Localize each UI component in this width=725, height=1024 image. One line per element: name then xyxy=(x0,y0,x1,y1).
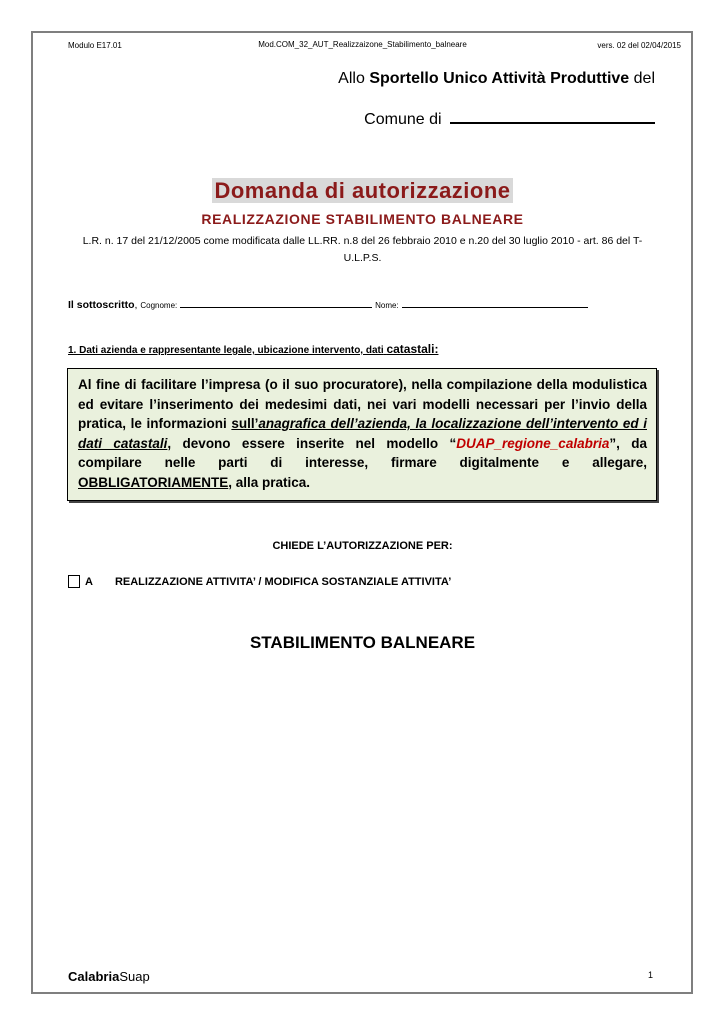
signer-label: Il sottoscritto xyxy=(68,299,135,311)
info-box: Al fine di facilitare l’impresa (o il suo procuratore), nella compilazione della modulistica ed evitare l’inserimento dei medesimi dati, nei vari modelli necessari per l’invio della pratica, le informazioni sull’anagrafica dell’azienda, la localizzazione dell’intervento ed i dati catastali, devono essere inserite nel modello “DUAP_regione_calabria”, da compilare nelle parti di interesse, firmare digitalmente e allegare, OBBLIGATORIAMENTE, alla pratica. xyxy=(67,368,657,501)
calabriasuap-logo: CalabriaSuap xyxy=(68,969,150,984)
surname-field[interactable] xyxy=(180,298,372,308)
document-title: Domanda di autorizzazione xyxy=(214,178,511,203)
main-heading: STABILIMENTO BALNEARE xyxy=(249,633,476,652)
document-subtitle: REALIZZAZIONE STABILIMENTO BALNEARE xyxy=(201,211,524,227)
option-a xyxy=(68,575,451,588)
request-heading: CHIEDE L’AUTORIZZAZIONE PER: xyxy=(272,540,453,552)
signer-line: Il sottoscritto, Cognome: Nome: xyxy=(68,298,588,311)
duap-model-name: DUAP_regione_calabria xyxy=(456,435,610,451)
section-heading: 1. Dati azienda e rappresentante legale, ubicazione intervento, dati catastali: xyxy=(68,342,439,356)
name-label: Nome: xyxy=(375,301,399,310)
option-a-checkbox[interactable] xyxy=(68,575,80,588)
form-code: Modulo E17.01 xyxy=(68,41,122,50)
version-date: vers. 02 del 02/04/2015 xyxy=(597,41,681,50)
page-number: 1 xyxy=(648,970,654,980)
comune-label: Comune di xyxy=(364,111,442,128)
option-a-letter: A xyxy=(85,575,93,588)
option-a-label: REALIZZAZIONE ATTIVITA’ / MODIFICA SOSTANZIALE ATTIVITA’ xyxy=(114,575,452,588)
name-field[interactable] xyxy=(402,298,588,308)
surname-label: Cognome: xyxy=(140,301,178,310)
law-reference: L.R. n. 17 del 21/12/2005 come modificata dalle LL.RR. n.8 del 26 febbraio 2010 e n.20 del 30 luglio 2010 - art. 86 del T-U.L.P.S. xyxy=(82,235,643,264)
document-filename: Mod.COM_32_AUT_Realizzaizone_Stabilimento_balneare xyxy=(258,40,467,49)
comune-field[interactable] xyxy=(450,108,655,124)
recipient-office: Allo Sportello Unico Attività Produttive del xyxy=(338,70,655,87)
page-border xyxy=(31,31,693,994)
office-name: Sportello Unico Attività Produttive xyxy=(369,70,630,87)
comune-line xyxy=(364,108,655,129)
